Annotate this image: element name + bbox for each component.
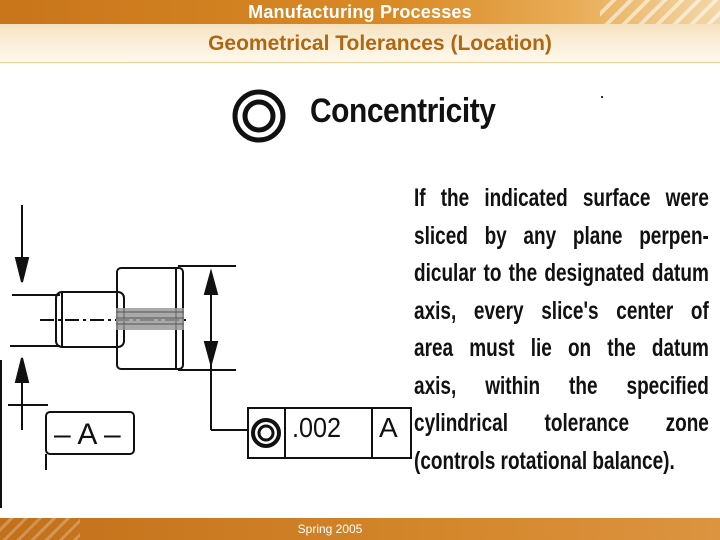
right-dimension-arrows: [205, 272, 248, 430]
cylindrical-part: [40, 266, 236, 370]
description-line: cylindrical tolerance zone: [414, 409, 709, 437]
figure-title: Concentricity: [310, 92, 496, 130]
description-line: sliced by any plane perpen-: [414, 221, 709, 250]
description-line: axis, within the specified: [414, 371, 709, 400]
concentricity-symbol-icon: [235, 92, 283, 140]
description-line: (controls rotational balance).: [414, 446, 675, 475]
datum-reference: A: [379, 412, 398, 443]
left-dimension-arrows: [10, 205, 60, 430]
description-line: dicular to the designated datum: [414, 259, 709, 287]
concentricity-description: [414, 180, 709, 480]
footer-band: [0, 518, 720, 540]
slide-header-title: Manufacturing Processes: [248, 1, 472, 22]
footer-date: Spring 2005: [297, 522, 363, 536]
datum-label: – A –: [54, 418, 121, 451]
description-line: If the indicated surface were: [414, 184, 709, 212]
slide-title: Geometrical Tolerances (Location): [208, 32, 552, 55]
description-line: axis, every slice's center of: [414, 296, 709, 325]
tolerance-value: .002: [292, 412, 342, 443]
description-line: area must lie on the datum: [414, 334, 709, 362]
